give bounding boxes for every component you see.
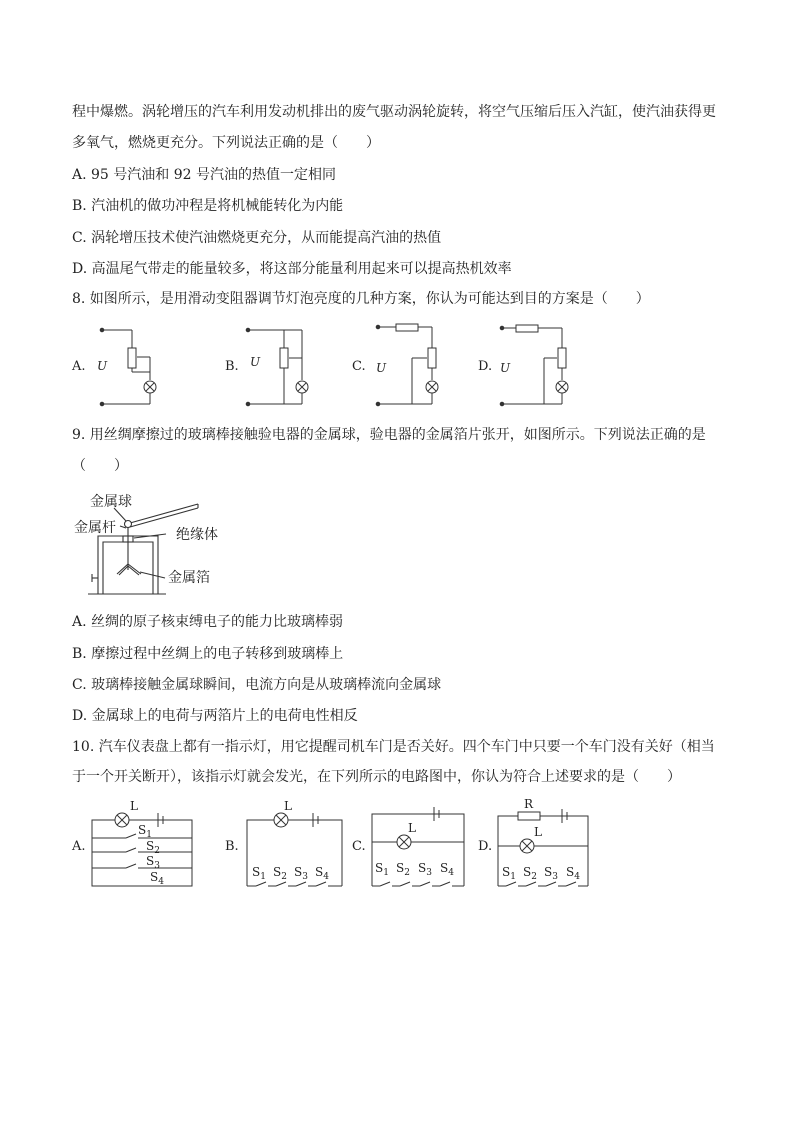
q8-circuit-diagrams	[0, 320, 794, 415]
q10-b-s3: $S_3$	[294, 865, 308, 882]
q10-b-s1: $S_1$	[252, 865, 266, 882]
q7-option-c: C. 涡轮增压技术使汽油燃烧更充分，从而能提高汽油的热值	[72, 230, 442, 246]
q10-b-s4: $S_4$	[315, 865, 329, 882]
q8-label-a: A.	[72, 359, 86, 374]
q10-a-lamp-label: L	[130, 799, 138, 813]
label-metal-foil: 金属箔	[168, 570, 210, 586]
q10-a-s4: $S_4$	[150, 870, 164, 887]
q7-stem-line1: 程中爆燃。涡轮增压的汽车利用发动机排出的废气驱动涡轮旋转，将空气压缩后压入汽缸，使汽油获得更	[72, 104, 716, 120]
q10-stem-line2: 于一个开关断开），该指示灯就会发光，在下列所示的电路图中，你认为符合上述要求的是（ ）	[72, 769, 681, 785]
q10-b-lamp-label: L	[284, 799, 292, 813]
q10-c-s4: $S_4$	[440, 861, 454, 878]
q10-label-d: D.	[478, 839, 493, 854]
q10-label-c: C.	[352, 839, 366, 854]
q10-a-s3: $S_3$	[146, 854, 160, 871]
q8-stem: 8. 如图所示，是用滑动变阻器调节灯泡亮度的几种方案，你认为可能达到目的方案是（ ）	[72, 291, 650, 307]
q8-label-c: C.	[352, 359, 366, 374]
q9-stem-line1: 9. 用丝绸摩擦过的玻璃棒接触验电器的金属球，验电器的金属箔片张开，如图所示。下列说法正确的是	[72, 427, 706, 443]
label-insulator: 绝缘体	[176, 527, 218, 543]
q10-d-s2: $S_2$	[523, 865, 537, 882]
q7-stem-line2: 多氧气，燃烧更充分。下列说法正确的是（ ）	[72, 135, 380, 151]
q7-option-a: A. 95 号汽油和 92 号汽油的热值一定相同	[72, 167, 336, 183]
q10-d-s4: $S_4$	[566, 865, 580, 882]
q10-label-b: B.	[225, 839, 239, 854]
q10-c-s3: $S_3$	[418, 861, 432, 878]
q8-label-d: D.	[478, 359, 493, 374]
q8-label-b: B.	[225, 359, 239, 374]
q10-stem-line1: 10. 汽车仪表盘上都有一指示灯，用它提醒司机车门是否关好。四个车门中只要一个车门没有关好（相当	[72, 739, 715, 755]
q10-d-s3: $S_3$	[544, 865, 558, 882]
q10-b-s2: $S_2$	[273, 865, 287, 882]
q8-voltage-a: U	[97, 359, 108, 373]
q8-voltage-b: U	[250, 355, 261, 369]
q9-option-c: C. 玻璃棒接触金属球瞬间，电流方向是从玻璃棒流向金属球	[72, 677, 442, 693]
q9-stem-line2: （ ）	[72, 458, 128, 474]
q8-voltage-c: U	[376, 361, 387, 375]
q10-label-a: A.	[72, 839, 86, 854]
q9-option-b: B. 摩擦过程中丝绸上的电子转移到玻璃棒上	[72, 646, 344, 662]
q10-c-lamp-label: L	[408, 821, 416, 835]
q10-d-lamp-label: L	[534, 825, 542, 839]
q10-a-s2: $S_2$	[146, 839, 160, 856]
q9-option-a: A. 丝绸的原子核束缚电子的能力比玻璃棒弱	[72, 614, 344, 630]
q10-circuit-diagrams	[0, 798, 794, 893]
q10-a-s1: $S_1$	[138, 823, 152, 840]
label-metal-ball: 金属球	[90, 494, 132, 510]
q8-voltage-d: U	[500, 361, 511, 375]
q10-c-s2: $S_2$	[396, 861, 410, 878]
electroscope-figure	[0, 486, 794, 596]
q9-option-d: D. 金属球上的电荷与两箔片上的电荷电性相反	[72, 708, 358, 724]
q10-d-resistor-label: R	[524, 797, 534, 811]
label-metal-rod: 金属杆	[74, 520, 116, 536]
q10-d-s1: $S_1$	[502, 865, 516, 882]
q7-option-d: D. 高温尾气带走的能量较多，将这部分能量利用起来可以提高热机效率	[72, 261, 512, 277]
q10-c-s1: $S_1$	[375, 861, 389, 878]
q7-option-b: B. 汽油机的做功冲程是将机械能转化为内能	[72, 198, 344, 214]
